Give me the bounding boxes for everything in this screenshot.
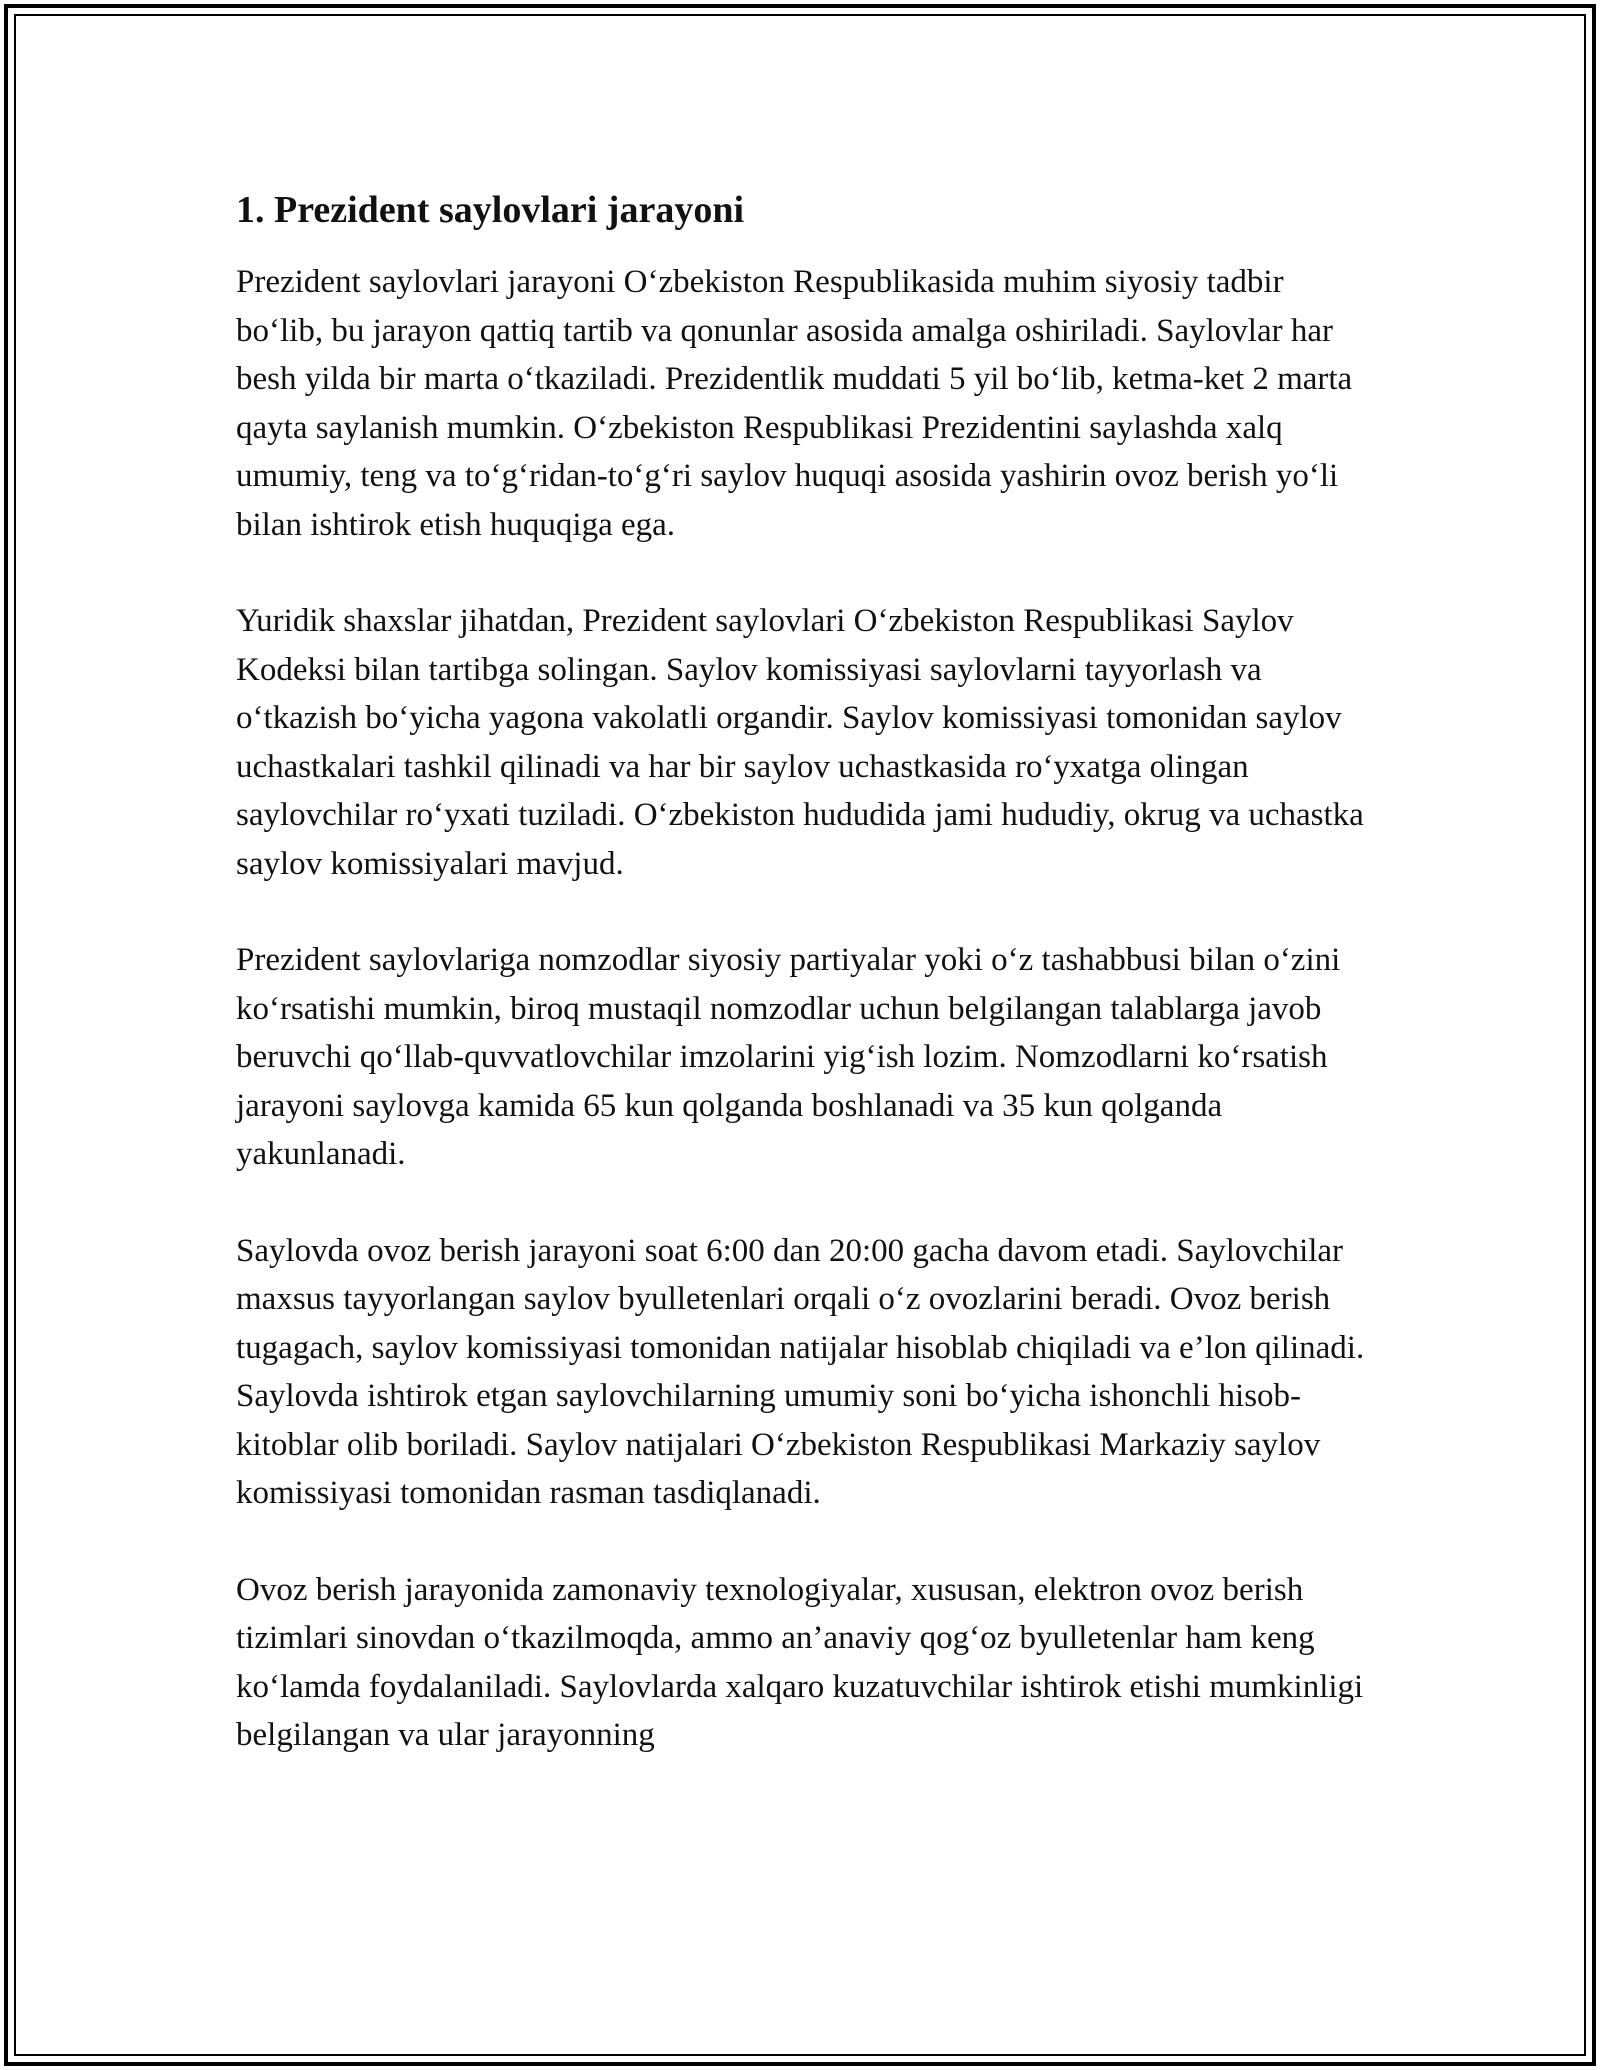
document-body — [236, 186, 1376, 1808]
paragraph-2: Yuridik shaxslar jihatdan, Prezident saylovlari O‘zbekiston Respublikasi Saylov Kodeksi bilan tartibga solingan. Saylov komissiyasi saylovlarni tayyorlash va o‘tkazish bo‘yicha yagona vakolatli organdir. Saylov komissiyasi tomonidan saylov uchastkalari tashkil qilinadi va har bir saylov uchastkasida ro‘yxatga olingan saylovchilar ro‘yxati tuziladi. O‘zbekiston hududida jami hududiy, okrug va uchastka saylov komissiyalari mavjud. — [236, 603, 1364, 882]
paragraph-1: Prezident saylovlari jarayoni O‘zbekiston Respublikasida muhim siyosiy tadbir bo‘lib, bu jarayon qattiq tartib va qonunlar asosida amalga oshiriladi. Saylovlar har besh yilda bir marta o‘tkaziladi. Prezidentlik muddati 5 yil bo‘lib, ketma-ket 2 marta qayta saylanish mumkin. O‘zbekiston Respublikasi Prezidentini saylashda xalq umumiy, teng va to‘g‘ridan-to‘g‘ri saylov huquqi asosida yashirin ovoz berish yo‘li bilan ishtirok etish huquqiga ega. — [236, 264, 1353, 543]
paragraph-4: Saylovda ovoz berish jarayoni soat 6:00 dan 20:00 gacha davom etadi. Saylovchilar maxsus tayyorlangan saylov byulletenlari orqali o‘z ovozlarini beradi. Ovoz berish tugagach, saylov komissiyasi tomonidan natijalar hisoblab chiqiladi va e’lon qilinadi. Saylovda ishtirok etgan saylovchilarning umumiy soni bo‘yicha ishonchli hisob-kitoblar olib boriladi. Saylov natijalari O‘zbekiston Respublikasi Markaziy saylov komissiyasi tomonidan rasman tasdiqlanadi. — [236, 1232, 1365, 1511]
paragraph-3: Prezident saylovlariga nomzodlar siyosiy partiyalar yoki o‘z tashabbusi bilan o‘zini ko‘rsatishi mumkin, biroq mustaqil nomzodlar uchun belgilangan talablarga javob beruvchi qo‘llab-quvvatlovchilar imzolarini yig‘ish lozim. Nomzodlarni ko‘rsatish jarayoni saylovga kamida 65 kun qolganda boshlanadi va 35 kun qolganda yakunlanadi. — [236, 942, 1341, 1172]
paragraph-5: Ovoz berish jarayonida zamonaviy texnologiyalar, xususan, elektron ovoz berish tizimlari sinovdan o‘tkazilmoqda, ammo an’anaviy qog‘oz byulletenlar ham keng ko‘lamda foydalaniladi. Saylovlarda xalqaro kuzatuvchilar ishtirok etishi mumkinligi belgilangan va ular jarayonning — [236, 1571, 1364, 1753]
section-heading: 1. Prezident saylovlari jarayoni — [236, 189, 745, 231]
